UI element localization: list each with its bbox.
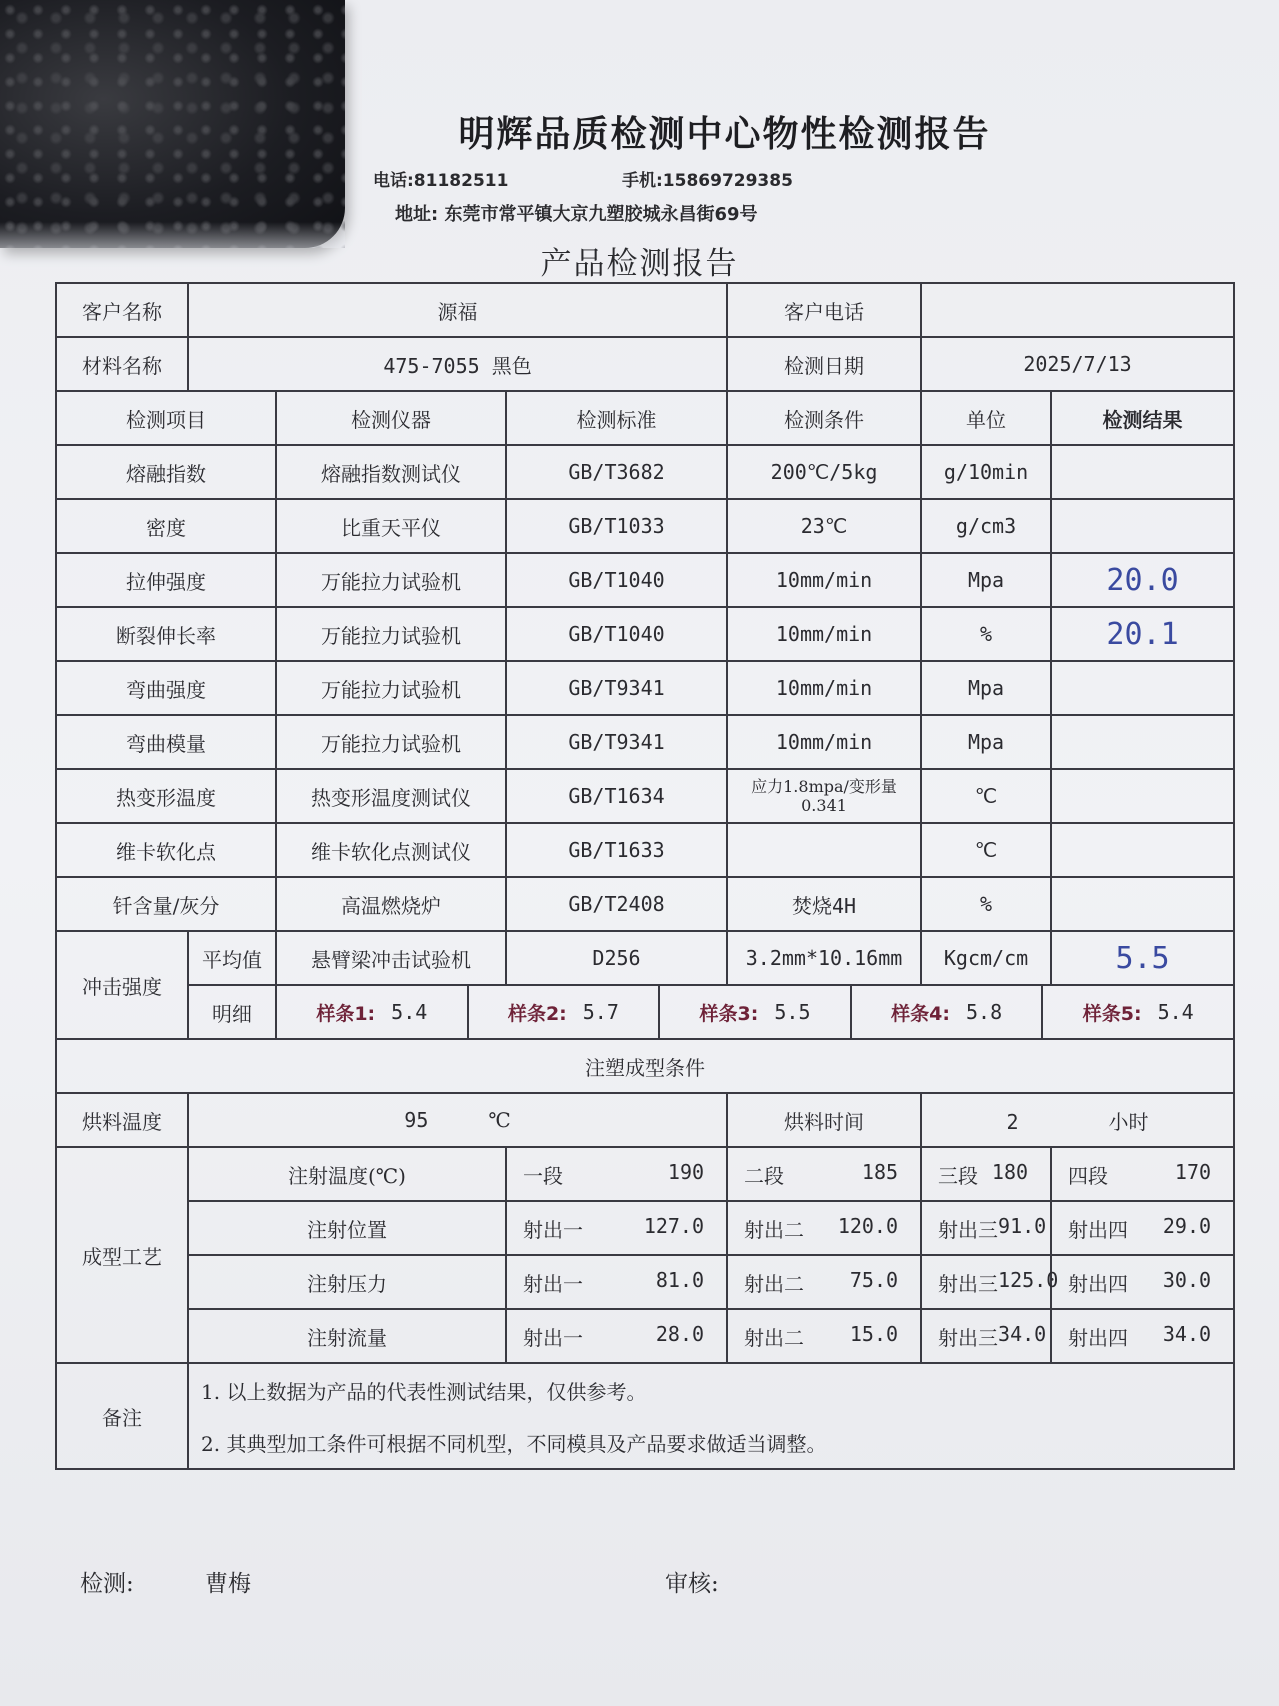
dry-temp-value: 95 <box>404 1108 429 1132</box>
test-standard: GB/T1040 <box>506 607 727 661</box>
test-result <box>1051 499 1234 553</box>
process-cell <box>727 1255 921 1309</box>
sample-label: 样条1: <box>316 1002 376 1025</box>
test-condition: 23℃ <box>727 499 921 553</box>
dry-time-unit: 小时 <box>1108 1109 1149 1134</box>
sample-label: 样条2: <box>507 1002 567 1025</box>
molding-title-row <box>56 1039 1234 1093</box>
process-stage: 射出三 <box>938 1325 999 1350</box>
test-standard: GB/T9341 <box>506 715 727 769</box>
remarks-row-1 <box>56 1363 1234 1416</box>
dry-time-value: 2 <box>1006 1109 1019 1134</box>
process-stage: 四段 <box>1068 1163 1109 1188</box>
test-unit: g/10min <box>921 445 1051 499</box>
process-value: 15.0 <box>849 1321 899 1346</box>
impact-sample <box>1043 986 1233 1038</box>
test-result: 20.1 <box>1051 607 1234 661</box>
test-condition: 10mm/min <box>727 661 921 715</box>
impact-sample <box>469 986 661 1038</box>
center-title: 明辉品质检测中心物性检测报告 <box>458 114 991 155</box>
impact-sample <box>277 986 469 1038</box>
process-stage: 射出二 <box>744 1217 805 1242</box>
process-label: 成型工艺 <box>56 1147 188 1363</box>
process-row <box>56 1201 1234 1255</box>
test-unit: ℃ <box>921 769 1051 823</box>
remark-line-2: 2. 其典型加工条件可根据不同机型，不同模具及产品要求做适当调整。 <box>188 1416 1234 1469</box>
test-date: 2025/7/13 <box>921 337 1234 391</box>
test-standard: GB/T1033 <box>506 499 727 553</box>
process-cell <box>921 1201 1051 1255</box>
process-cell <box>506 1255 727 1309</box>
test-condition: 应力1.8mpa/变形量0.341 <box>727 769 921 823</box>
test-instrument: 万能拉力试验机 <box>276 607 506 661</box>
test-row <box>56 445 1234 499</box>
process-stage: 一段 <box>523 1163 563 1188</box>
customer-phone-label: 客户电话 <box>727 283 921 337</box>
process-cell <box>727 1201 921 1255</box>
test-row <box>56 607 1234 661</box>
test-instrument: 高温燃烧炉 <box>276 877 506 931</box>
sample-label: 样条4: <box>891 1002 950 1025</box>
process-stage: 射出二 <box>744 1271 805 1296</box>
col-header-unit: 单位 <box>921 391 1051 445</box>
process-cell <box>506 1147 727 1201</box>
process-row <box>56 1309 1234 1363</box>
report-table <box>55 282 1235 1470</box>
test-instrument: 熔融指数测试仪 <box>276 445 506 499</box>
test-result <box>1051 445 1234 499</box>
sample-value: 5.7 <box>582 1000 619 1024</box>
test-result: 20.0 <box>1051 553 1234 607</box>
process-stage: 射出二 <box>744 1325 805 1350</box>
process-param-label: 注射位置 <box>188 1201 506 1255</box>
test-item: 钎含量/灰分 <box>56 877 276 931</box>
process-cell <box>921 1147 1051 1201</box>
process-row <box>56 1255 1234 1309</box>
test-result <box>1051 877 1234 931</box>
test-standard: GB/T1634 <box>506 769 727 823</box>
test-condition: 焚烧4H <box>727 877 921 931</box>
drying-row <box>56 1093 1234 1147</box>
test-condition: 10mm/min <box>727 715 921 769</box>
process-value: 120.0 <box>837 1213 899 1238</box>
impact-detail-label: 明细 <box>188 985 276 1039</box>
test-row <box>56 877 1234 931</box>
test-item: 热变形温度 <box>56 769 276 823</box>
col-header-standard: 检测标准 <box>506 391 727 445</box>
test-result <box>1051 769 1234 823</box>
test-unit: Mpa <box>921 553 1051 607</box>
col-header-condition: 检测条件 <box>727 391 921 445</box>
mobile-number: 手机:15869729385 <box>622 171 793 191</box>
customer-name: 源福 <box>188 283 727 337</box>
process-value: 29.0 <box>1162 1213 1212 1238</box>
process-value: 34.0 <box>998 1321 1047 1346</box>
process-param-label: 注射温度(℃) <box>188 1147 506 1201</box>
test-row <box>56 661 1234 715</box>
impact-instrument: 悬臂梁冲击试验机 <box>276 931 506 985</box>
test-unit: % <box>921 877 1051 931</box>
dry-temp-label: 烘料温度 <box>56 1093 188 1147</box>
test-condition: 200℃/5kg <box>727 445 921 499</box>
test-condition <box>727 823 921 877</box>
process-stage: 三段 <box>938 1163 979 1188</box>
report-title: 产品检测报告 <box>540 246 739 282</box>
test-standard: GB/T1633 <box>506 823 727 877</box>
process-value: 30.0 <box>1162 1267 1212 1292</box>
phone-number: 电话:81182511 <box>373 171 509 191</box>
process-stage: 射出一 <box>523 1217 583 1242</box>
test-item: 维卡软化点 <box>56 823 276 877</box>
test-condition: 10mm/min <box>727 607 921 661</box>
remark-line-1: 1. 以上数据为产品的代表性测试结果，仅供参考。 <box>188 1363 1234 1416</box>
reviewer-label: 审核: <box>665 1571 719 1597</box>
process-stage: 射出三 <box>938 1271 999 1296</box>
col-header-item: 检测项目 <box>56 391 276 445</box>
impact-sample <box>660 986 852 1038</box>
test-instrument: 万能拉力试验机 <box>276 553 506 607</box>
test-result <box>1051 823 1234 877</box>
material-row <box>56 337 1234 391</box>
address: 地址: 东莞市常平镇大京九塑胶城永昌街69号 <box>395 204 758 225</box>
test-standard: GB/T2408 <box>506 877 727 931</box>
process-value: 190 <box>667 1159 705 1184</box>
sample-value: 5.4 <box>391 1000 428 1024</box>
test-result <box>1051 715 1234 769</box>
test-row <box>56 499 1234 553</box>
process-value: 180 <box>991 1159 1029 1184</box>
sample-value: 5.5 <box>774 1000 811 1024</box>
impact-label: 冲击强度 <box>56 931 188 1039</box>
sample-label: 样条5: <box>1082 1002 1142 1025</box>
process-row <box>56 1147 1234 1201</box>
impact-detail-row <box>56 985 1234 1039</box>
process-value: 125.0 <box>998 1267 1059 1292</box>
process-cell <box>727 1147 921 1201</box>
process-cell <box>921 1255 1059 1309</box>
process-value: 185 <box>861 1159 899 1184</box>
process-value: 127.0 <box>643 1213 705 1238</box>
col-header-result: 检测结果 <box>1051 391 1234 445</box>
process-cell <box>506 1309 727 1363</box>
sample-strip <box>277 986 1233 1038</box>
test-date-label: 检测日期 <box>727 337 921 391</box>
test-unit: Mpa <box>921 715 1051 769</box>
material-label: 材料名称 <box>56 337 188 391</box>
customer-name-label: 客户名称 <box>56 283 188 337</box>
test-instrument: 万能拉力试验机 <box>276 715 506 769</box>
test-item: 断裂伸长率 <box>56 607 276 661</box>
test-standard: GB/T1040 <box>506 553 727 607</box>
process-cell <box>727 1309 921 1363</box>
impact-unit: Kgcm/cm <box>921 931 1051 985</box>
process-stage: 射出一 <box>523 1325 583 1350</box>
test-condition: 10mm/min <box>727 553 921 607</box>
process-cell <box>1051 1309 1234 1363</box>
impact-condition: 3.2mm*10.16mm <box>727 931 921 985</box>
process-cell <box>921 1309 1051 1363</box>
remarks-row-2 <box>56 1416 1234 1469</box>
process-value: 91.0 <box>998 1213 1047 1238</box>
test-result <box>1051 661 1234 715</box>
process-stage: 射出四 <box>1068 1217 1129 1242</box>
test-standard: GB/T9341 <box>506 661 727 715</box>
impact-result: 5.5 <box>1051 931 1234 985</box>
test-row <box>56 553 1234 607</box>
test-item: 密度 <box>56 499 276 553</box>
test-row <box>56 823 1234 877</box>
process-stage: 射出四 <box>1068 1325 1129 1350</box>
process-stage: 射出三 <box>938 1217 999 1242</box>
process-cell <box>1051 1201 1234 1255</box>
process-stage: 射出四 <box>1068 1271 1129 1296</box>
inspector-label: 检测: <box>80 1571 134 1597</box>
test-instrument: 万能拉力试验机 <box>276 661 506 715</box>
sample-label: 样条3: <box>699 1002 759 1025</box>
sample-value: 5.4 <box>1157 1000 1194 1024</box>
test-item: 熔融指数 <box>56 445 276 499</box>
test-unit: ℃ <box>921 823 1051 877</box>
impact-sample <box>852 986 1044 1038</box>
impact-avg-row <box>56 931 1234 985</box>
test-row <box>56 715 1234 769</box>
test-unit: g/cm3 <box>921 499 1051 553</box>
process-stage: 射出一 <box>523 1271 583 1296</box>
process-stage: 二段 <box>744 1163 785 1188</box>
test-unit: Mpa <box>921 661 1051 715</box>
process-cell <box>1051 1255 1234 1309</box>
test-item: 拉伸强度 <box>56 553 276 607</box>
test-item: 弯曲强度 <box>56 661 276 715</box>
test-row <box>56 769 1234 823</box>
dry-temp-unit: ℃ <box>488 1108 511 1132</box>
col-header-instrument: 检测仪器 <box>276 391 506 445</box>
test-unit: % <box>921 607 1051 661</box>
molding-section-title: 注塑成型条件 <box>56 1039 1234 1093</box>
test-instrument: 热变形温度测试仪 <box>276 769 506 823</box>
material-name: 475-7055 黑色 <box>188 337 727 391</box>
column-header-row <box>56 391 1234 445</box>
process-value: 170 <box>1174 1159 1212 1184</box>
customer-row <box>56 283 1234 337</box>
process-param-label: 注射压力 <box>188 1255 506 1309</box>
process-param-label: 注射流量 <box>188 1309 506 1363</box>
remarks-label: 备注 <box>56 1363 188 1469</box>
process-value: 28.0 <box>655 1321 705 1346</box>
impact-avg-label: 平均值 <box>188 931 276 985</box>
customer-phone <box>921 283 1234 337</box>
test-instrument: 比重天平仪 <box>276 499 506 553</box>
process-value: 81.0 <box>655 1267 705 1292</box>
inspector-name: 曹梅 <box>205 1571 251 1597</box>
process-value: 34.0 <box>1162 1321 1212 1346</box>
test-standard: GB/T3682 <box>506 445 727 499</box>
process-cell <box>506 1201 727 1255</box>
process-cell <box>1051 1147 1234 1201</box>
test-instrument: 维卡软化点测试仪 <box>276 823 506 877</box>
sample-value: 5.8 <box>965 1000 1003 1024</box>
impact-standard: D256 <box>506 931 727 985</box>
dry-time-label: 烘料时间 <box>727 1093 921 1147</box>
process-value: 75.0 <box>849 1267 899 1292</box>
test-item: 弯曲模量 <box>56 715 276 769</box>
